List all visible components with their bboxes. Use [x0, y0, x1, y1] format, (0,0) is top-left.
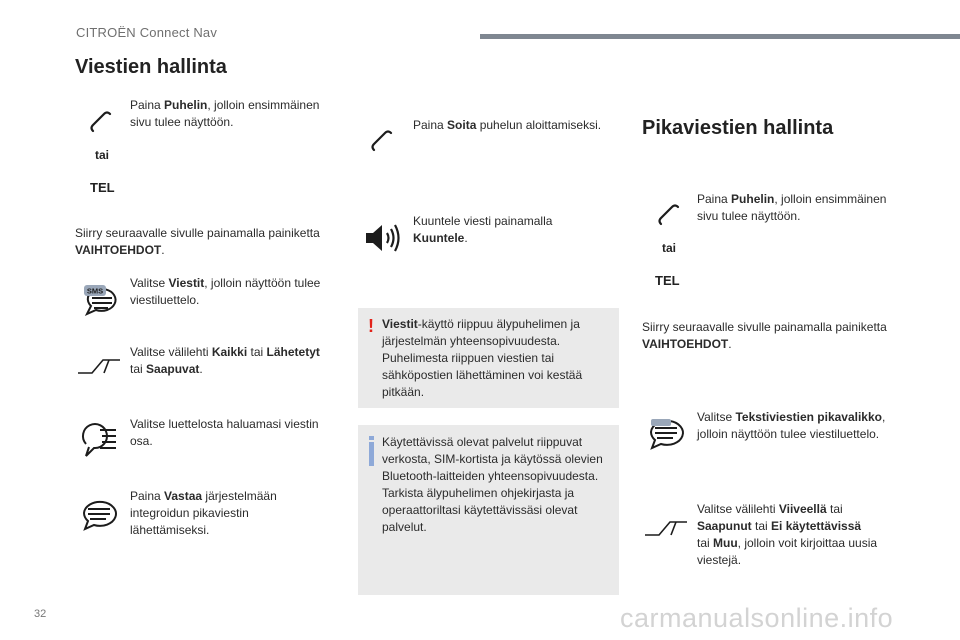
warning-text: Viestit-käyttö riippuu älypuhelimen ja järjestelmän yhteensopivuudesta. Puhelimesta riippuen viestien tai sähköpostien lähettäminen voi kestää pitkään.	[382, 317, 583, 399]
tab-parallelogram-icon	[76, 356, 122, 376]
message-list-icon	[80, 420, 120, 460]
reply-speech-bubble-icon	[78, 497, 120, 531]
right-tel-label: TEL	[655, 273, 680, 288]
options-text: Siirry seuraavalle sivulle painamalla painiketta VAIHTOEHDOT.	[75, 226, 320, 257]
tab-step-text: Valitse välilehti Kaikki tai Lähetetyt tai Saapuvat.	[130, 345, 320, 376]
call-step-text: Paina Soita puhelun aloittamiseksi.	[413, 118, 602, 132]
quick-message-bubble-icon	[645, 416, 687, 450]
section-heading-quick-messages: Pikaviestien hallinta	[642, 117, 834, 139]
or-label: tai	[95, 148, 110, 162]
sms-badge-text: SMS	[86, 286, 104, 296]
list-step-text: Valitse luettelosta haluamasi viestin osa.	[130, 417, 319, 448]
quick-step-text: Valitse Tekstiviestien pikavalikko, jolloin näyttöön tulee viestiluettelo.	[697, 410, 886, 441]
info-text: Käytettävissä olevat palvelut riippuvat verkosta, SIM-kortista ja käytössä olevien Bluetooth-laitteiden yhteensopivuudesta. Tarkista älypuhelimen ohjekirjasta ja operaattoriltasi käytettävissäsi olevat palvelut.	[382, 435, 603, 534]
tel-label: TEL	[90, 180, 115, 195]
phone-handset-icon	[656, 202, 682, 228]
right-options-text: Siirry seuraavalle sivulle painamalla painiketta VAIHTOEHDOT.	[642, 320, 887, 351]
sms-speech-bubble-icon	[80, 283, 120, 317]
right-tab-step-text: Valitse välilehti Viiveellä tai Saapunut tai Ei käytettävissä tai Muu, jolloin voit kirjoittaa uusia viestejä.	[697, 502, 878, 567]
header-title: CITROËN Connect Nav	[76, 25, 218, 40]
phone-handset-icon	[88, 109, 114, 135]
right-or-label: tai	[662, 241, 677, 255]
reply-step-text: Paina Vastaa järjestelmään integroidun pikaviestin lähettämiseksi.	[130, 489, 277, 537]
watermark: carmanualsonline.info	[620, 603, 894, 633]
exclamation-icon: !	[368, 316, 374, 336]
speaker-volume-icon	[363, 222, 403, 254]
page-number: 32	[34, 608, 47, 620]
phone-handset-icon	[369, 128, 395, 154]
info-icon-dot	[369, 436, 374, 440]
right-phone-step-text: Paina Puhelin, jolloin ensimmäinen sivu tulee näyttöön.	[697, 192, 887, 223]
listen-step-text: Kuuntele viesti painamalla Kuuntele.	[413, 214, 553, 245]
phone-step-text: Paina Puhelin, jolloin ensimmäinen sivu tulee näyttöön.	[130, 98, 320, 129]
info-icon	[369, 442, 374, 466]
header-bar	[480, 34, 960, 39]
section-heading-messages: Viestien hallinta	[75, 56, 227, 78]
tab-parallelogram-icon	[643, 518, 689, 538]
sms-step-text: Valitse Viestit, jolloin näyttöön tulee viestiluettelo.	[130, 276, 321, 307]
